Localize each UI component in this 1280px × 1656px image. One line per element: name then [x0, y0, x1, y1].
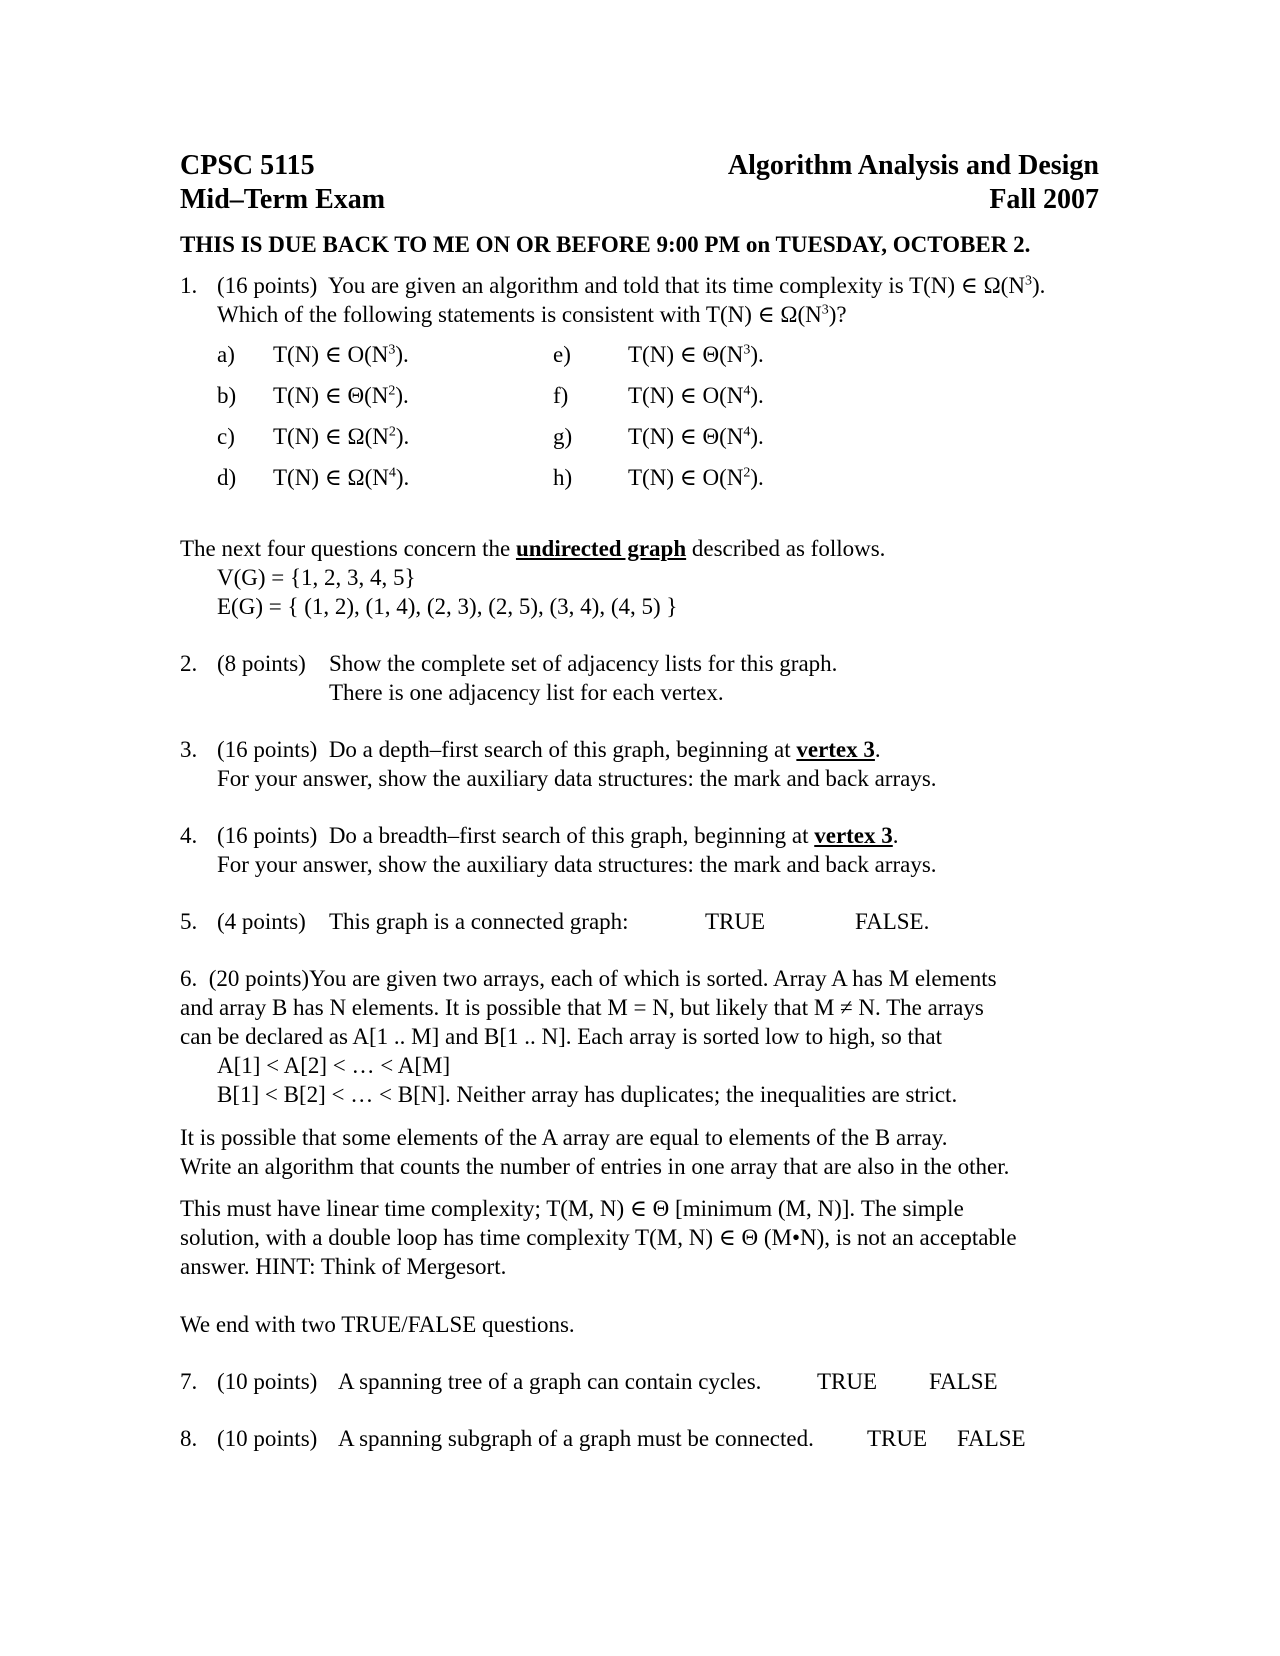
q1-line1 [217, 271, 1045, 300]
q1-option[interactable]: T(N) ∈ $\Omega(N^4)$. [273, 465, 410, 490]
q1-option-label[interactable]: g) [553, 424, 573, 449]
q4-points: (16 points) [217, 823, 318, 848]
q2-line2: There is one adjacency list for each vertex. [329, 680, 724, 705]
q8-false-option[interactable]: FALSE [957, 1426, 1026, 1451]
graph-intro-end: described as follows. [686, 536, 886, 561]
q5-true-option[interactable]: TRUE [705, 909, 766, 934]
q3-number: 3. [180, 737, 198, 762]
q1-number: 1. [180, 273, 198, 298]
q6-line5: B[1] < B[2] < … < B[N]. Neither array has duplicates; the inequalities are strict. [217, 1082, 958, 1107]
q4-number: 4. [180, 823, 198, 848]
q1-line2-text: Which of the following statements is consistent with T(N) ∈ Ω(N [217, 302, 822, 327]
q1-line1-exponent: 3 [1024, 273, 1032, 289]
q6-line4: A[1] < A[2] < … < A[M] [217, 1053, 451, 1078]
q1-option-label[interactable]: f) [553, 383, 569, 408]
q4-text: Do a breadth–first search of this graph, beginning at [328, 823, 815, 848]
q6-points: (20 points) [208, 966, 310, 991]
q1-option[interactable]: T(N) ∈ $O(N^2)$. [628, 465, 764, 490]
q6-para2-line1: It is possible that some elements of the A array are equal to elements of the B array. [180, 1125, 948, 1150]
q6-number: 6. [180, 966, 198, 991]
q1-line2-exponent: 3 [821, 302, 829, 318]
q8-text: A spanning subgraph of a graph must be connected. [338, 1426, 814, 1451]
q1-option[interactable]: T(N) ∈ $\Theta(N^3)$. [628, 342, 764, 367]
q1-option-label[interactable]: c) [217, 424, 235, 449]
course-subject: Algorithm Analysis and Design [727, 150, 1099, 181]
q1-line1-text: You are given an algorithm and told that its time complexity is T(N) ∈ Ω(N [327, 273, 1025, 298]
q6-para3-line3: answer. HINT: Think of Mergesort. [180, 1254, 507, 1279]
q4-start-vertex: vertex 3 [814, 823, 893, 848]
q4-text-end: . [892, 823, 899, 848]
q1-option[interactable]: T(N) ∈ $O(N^3)$. [273, 342, 409, 367]
q7-false-option[interactable]: FALSE [929, 1369, 998, 1394]
q1-line2 [217, 300, 847, 329]
graph-vertices: V(G) = {1, 2, 3, 4, 5} [217, 565, 416, 590]
q7-number: 7. [180, 1369, 198, 1394]
graph-intro [180, 534, 885, 563]
graph-intro-emphasis: undirected graph [515, 536, 687, 561]
q6-line3: can be declared as A[1 .. M] and B[1 .. N]. Each array is sorted low to high, so that [180, 1024, 942, 1049]
q3-start-vertex: vertex 3 [796, 737, 875, 762]
q6-para2-line2: Write an algorithm that counts the number of entries in one array that are also in the other. [180, 1154, 1010, 1179]
q6-para3-line1: This must have linear time complexity; T(M, N) ∈ Θ [minimum (M, N)]. The simple [180, 1196, 964, 1221]
exam-title: Mid–Term Exam [180, 184, 386, 215]
q3-line1 [217, 735, 881, 764]
due-notice: THIS IS DUE BACK TO ME ON OR BEFORE 9:00 PM on TUESDAY, OCTOBER 2. [180, 232, 1031, 257]
q3-text-end: . [874, 737, 881, 762]
q4-line1 [217, 821, 899, 850]
q5-points: (4 points) [217, 909, 306, 934]
tf-intro: We end with two TRUE/FALSE questions. [180, 1312, 575, 1337]
q6-line1 [180, 964, 997, 993]
q8-points: (10 points) [217, 1426, 318, 1451]
q3-points: (16 points) [217, 737, 318, 762]
q7-points: (10 points) [217, 1369, 318, 1394]
q1-points: (16 points) [217, 273, 318, 298]
q1-option[interactable]: T(N) ∈ $\Theta(N^4)$. [628, 424, 764, 449]
q1-option[interactable]: T(N) ∈ $\Omega(N^2)$. [273, 424, 410, 449]
q6-line2: and array B has N elements. It is possible that M = N, but likely that M ≠ N. The arrays [180, 995, 984, 1020]
q5-number: 5. [180, 909, 198, 934]
exam-term: Fall 2007 [989, 184, 1099, 215]
graph-intro-text: The next four questions concern the [180, 536, 516, 561]
q1-option-label[interactable]: h) [553, 465, 573, 490]
q8-true-option[interactable]: TRUE [867, 1426, 928, 1451]
q1-option-label[interactable]: e) [553, 342, 571, 367]
q3-text: Do a depth–first search of this graph, beginning at [328, 737, 797, 762]
graph-edges: E(G) = { (1, 2), (1, 4), (2, 3), (2, 5), (3, 4), (4, 5) } [217, 594, 678, 619]
q3-line2: For your answer, show the auxiliary data structures: the mark and back arrays. [217, 766, 937, 791]
q1-line1-end: ). [1031, 273, 1046, 298]
q1-line2-end: )? [828, 302, 847, 327]
q1-option[interactable]: T(N) ∈ $\Theta(N^2)$. [273, 383, 409, 408]
q7-text: A spanning tree of a graph can contain cycles. [338, 1369, 762, 1394]
q2-points: (8 points) [217, 651, 306, 676]
q1-option-label[interactable]: d) [217, 465, 237, 490]
q8-number: 8. [180, 1426, 198, 1451]
q2-number: 2. [180, 651, 198, 676]
q2-line1: Show the complete set of adjacency lists for this graph. [329, 651, 838, 676]
q5-text: This graph is a connected graph: [329, 909, 629, 934]
q7-true-option[interactable]: TRUE [817, 1369, 878, 1394]
q1-option[interactable]: T(N) ∈ $O(N^4)$. [628, 383, 764, 408]
q6-para3-line2: solution, with a double loop has time complexity T(M, N) ∈ Θ (M•N), is not an acceptable [180, 1225, 1017, 1250]
q6-line1-text: You are given two arrays, each of which is sorted. Array A has M elements [309, 966, 997, 991]
q1-option-label[interactable]: a) [217, 342, 235, 367]
q4-line2: For your answer, show the auxiliary data structures: the mark and back arrays. [217, 852, 937, 877]
q1-option-label[interactable]: b) [217, 383, 237, 408]
q5-false-option[interactable]: FALSE. [855, 909, 930, 934]
course-code: CPSC 5115 [180, 150, 315, 181]
